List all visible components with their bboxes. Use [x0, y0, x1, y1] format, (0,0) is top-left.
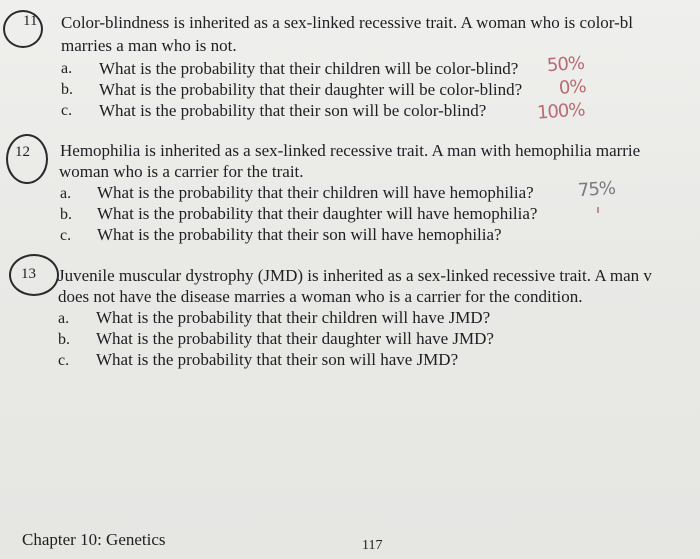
option-text: What is the probability that their son will have JMD?	[96, 350, 459, 369]
pen-mark	[597, 207, 599, 213]
question-stem-line-2: woman who is a carrier for the trait.	[59, 162, 304, 181]
option-text: What is the probability that their daughter will be color-blind?	[99, 80, 523, 99]
option-letter: b.	[58, 331, 70, 348]
option-text: What is the probability that their children will be color-blind?	[99, 59, 519, 78]
option-text: What is the probability that their children will have hemophilia?	[97, 183, 534, 202]
handwritten-answer: 0%	[558, 76, 587, 99]
handwritten-answer: 75%	[577, 177, 616, 202]
chapter-title: Chapter 10: Genetics	[22, 530, 166, 549]
page-number: 117	[362, 538, 383, 553]
option-text: What is the probability that their son will be color-blind?	[99, 101, 487, 120]
question-number: 12	[15, 144, 30, 160]
question-stem-line-1: Juvenile muscular dystrophy (JMD) is inherited as a sex-linked recessive trait. A man v	[58, 266, 652, 285]
question-number: 11	[23, 13, 38, 29]
option-text: What is the probability that their daughter will have hemophilia?	[97, 204, 538, 223]
question-number: 13	[21, 266, 36, 282]
option-text: What is the probability that their son will have hemophilia?	[97, 225, 502, 244]
option-letter: c.	[58, 352, 70, 369]
question-stem-line-2: marries a man who is not.	[61, 36, 237, 55]
handwritten-answer: 100%	[536, 99, 586, 124]
option-text: What is the probability that their daughter will have JMD?	[96, 329, 494, 348]
option-letter: a.	[58, 310, 70, 327]
question-stem-line-1: Hemophilia is inherited as a sex-linked recessive trait. A man with hemophilia marrie	[60, 141, 641, 160]
option-text: What is the probability that their children will have JMD?	[96, 308, 491, 327]
question-stem-line-1: Color-blindness is inherited as a sex-linked recessive trait. A woman who is color-bl	[61, 13, 634, 32]
option-letter: a.	[60, 185, 72, 202]
handwritten-answer: 50%	[546, 52, 585, 77]
option-letter: b.	[60, 206, 72, 223]
question-stem-line-2: does not have the disease marries a woman who is a carrier for the condition.	[58, 287, 583, 306]
option-letter: b.	[61, 81, 73, 98]
option-letter: a.	[61, 60, 73, 77]
option-letter: c.	[61, 102, 73, 119]
option-letter: c.	[60, 227, 72, 244]
